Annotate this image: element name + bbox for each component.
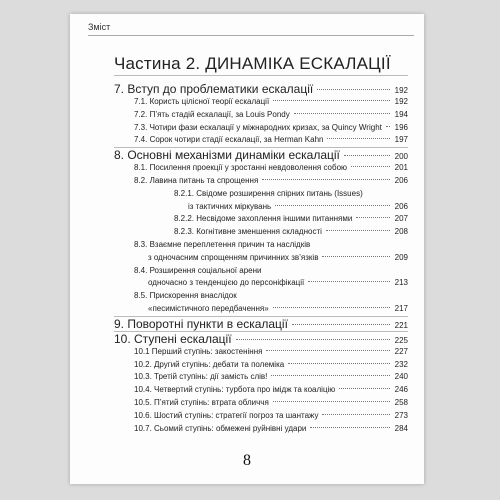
leader-dots xyxy=(317,89,390,90)
toc-entry-section[interactable] xyxy=(134,97,408,106)
toc-entry-page: 209 xyxy=(394,252,408,262)
leader-dots xyxy=(351,166,390,167)
toc-entry-section[interactable] xyxy=(134,411,408,420)
toc-entry-section[interactable] xyxy=(134,163,408,172)
toc-entry-title: одночасно з тенденцією до персоніфікації xyxy=(148,278,305,288)
toc-entry-page: 192 xyxy=(394,86,408,95)
toc-entry-title: 7.2. П’ять стадій ескалації, за Louis Pondy xyxy=(134,109,290,119)
toc-entry-title: 8.2.3. Когнітивне зменшення складності xyxy=(174,227,322,237)
leader-dots xyxy=(344,155,390,156)
leader-dots xyxy=(327,138,390,139)
toc-entry-chapter[interactable] xyxy=(114,148,408,162)
toc-entry-page: 200 xyxy=(394,152,408,162)
toc-entry-title: 10.4. Четвертий ступінь: турбота про імідж та коаліцію xyxy=(134,385,336,395)
toc-entry-title: 7.4. Сорок чотири стадії ескалації, за Herman Kahn xyxy=(134,135,324,145)
toc-entry-title: 10.6. Шостий ступінь: стратегії погроз та шантажу xyxy=(134,410,319,420)
toc-entry-title: 10.1 Перший ступінь: закостеніння xyxy=(134,346,263,356)
toc-entry-page: 227 xyxy=(394,346,408,356)
toc-entry-page: 246 xyxy=(394,385,408,395)
leader-dots xyxy=(271,375,390,376)
toc-entry-page: 240 xyxy=(394,372,408,382)
toc-entry-section[interactable] xyxy=(188,202,408,211)
header-rule xyxy=(88,35,414,36)
toc-entry-title: «песимістичного передбачення» xyxy=(148,304,269,313)
toc-entry-section[interactable] xyxy=(134,347,408,356)
toc-entry-title: 9. Поворотні пункти в ескалації xyxy=(114,316,288,331)
toc-entry-section[interactable] xyxy=(134,176,408,185)
toc-entry-section[interactable] xyxy=(134,123,408,132)
leader-dots xyxy=(266,350,390,351)
toc-entry-section[interactable] xyxy=(134,424,408,433)
leader-dots xyxy=(294,113,390,114)
toc-entry-section[interactable] xyxy=(134,385,408,394)
leader-dots xyxy=(262,179,390,180)
toc-entry-page: 194 xyxy=(394,109,408,119)
toc-entry-page: 206 xyxy=(394,176,408,185)
leader-dots xyxy=(386,126,390,127)
toc-entry-title: 7.1. Користь цілісної теорії ескалації xyxy=(134,97,270,106)
toc-entry-page: 197 xyxy=(394,135,408,145)
toc-entry-title: 10.2. Другий ступінь: дебати та полеміка xyxy=(134,359,285,369)
leader-dots xyxy=(273,307,390,308)
toc-entry-page: 201 xyxy=(394,163,408,173)
leader-dots xyxy=(322,256,390,257)
leader-dots xyxy=(310,427,390,428)
toc-entry-chapter[interactable] xyxy=(114,317,408,331)
leader-dots xyxy=(236,339,390,340)
toc-entry-title: 10.7. Сьомий ступінь: обмежені руйнівні удари xyxy=(134,423,307,433)
leader-dots xyxy=(326,230,390,231)
toc-entry-chapter[interactable] xyxy=(114,332,408,346)
toc-entry-page: 258 xyxy=(394,398,408,407)
leader-dots xyxy=(292,324,390,325)
toc-entry-chapter[interactable] xyxy=(114,82,408,96)
toc-entry-title: 7.3. Чотири фази ескалації у міжнародних кризах, за Quincy Wright xyxy=(134,122,382,132)
leader-dots xyxy=(339,388,390,389)
toc-entry-title: 10.5. П’ятий ступінь: втрата обличчя xyxy=(134,398,269,407)
page-number: 8 xyxy=(243,452,251,469)
toc-entry-section[interactable] xyxy=(134,372,408,381)
toc-entry-section[interactable]: 8.5. Прискорення внаслідок xyxy=(134,291,237,301)
toc-entry-section[interactable]: 8.4. Розширення соціальної арени xyxy=(134,265,262,275)
toc-entry-section[interactable] xyxy=(148,278,408,287)
leader-dots xyxy=(356,217,390,218)
toc-entry-page: 284 xyxy=(394,423,408,433)
toc-entry-section[interactable] xyxy=(134,360,408,369)
toc-entry-section[interactable] xyxy=(174,214,408,223)
toc-entry-page: 221 xyxy=(394,320,408,330)
toc-entry-section[interactable] xyxy=(174,227,408,236)
toc-entry-title: 8.2. Лавина питань та спрощення xyxy=(134,176,259,185)
toc-entry-title: 8. Основні механізми динаміки ескалації xyxy=(114,148,340,163)
toc-entry-page: 208 xyxy=(394,227,408,237)
part-title-rule xyxy=(114,75,408,76)
running-header: Зміст xyxy=(88,22,111,32)
toc-entry-section[interactable]: 8.2.1. Свідоме розширення спірних питань (Issues) xyxy=(174,188,363,198)
leader-dots xyxy=(275,205,390,206)
leader-dots xyxy=(322,414,390,415)
toc-entry-section[interactable]: 8.3. Взаємне переплетення причин та наслідків xyxy=(134,240,311,249)
toc-entry-title: 8.2.2. Несвідоме захоплення іншими питаннями xyxy=(174,214,353,224)
book-page xyxy=(70,14,424,484)
leader-dots xyxy=(308,281,390,282)
toc-entry-section[interactable] xyxy=(148,304,408,313)
toc-entry-title: із тактичних міркувань xyxy=(188,201,272,211)
toc-entry-page: 207 xyxy=(394,214,408,224)
leader-dots xyxy=(288,363,390,364)
toc-entry-page: 217 xyxy=(394,304,408,313)
part-title: Частина 2. ДИНАМІКА ЕСКАЛАЦІЇ xyxy=(114,54,391,73)
toc-entry-title: 8.1. Посилення проекції у зростанні невдоволення собою xyxy=(134,163,348,173)
toc-entry-page: 206 xyxy=(394,201,408,211)
toc-entry-section[interactable] xyxy=(134,398,408,407)
leader-dots xyxy=(273,100,390,101)
toc-entry-title: 10. Ступені ескалації xyxy=(114,331,232,346)
toc-entry-page: 273 xyxy=(394,410,408,420)
toc-entry-title: 7. Вступ до проблематики ескалації xyxy=(114,82,314,96)
toc-entry-page: 232 xyxy=(394,359,408,369)
toc-entry-title: з одночасним спрощенням причинних зв’язків xyxy=(148,252,319,262)
toc-entry-page: 192 xyxy=(394,97,408,106)
toc-entry-section[interactable] xyxy=(134,110,408,119)
toc-entry-section[interactable] xyxy=(134,135,408,144)
toc-entry-page: 225 xyxy=(394,335,408,345)
toc-entry-page: 213 xyxy=(394,278,408,288)
toc-entry-title: 10.3. Третій ступінь: дії замість слів! xyxy=(134,372,268,382)
leader-dots xyxy=(273,401,390,402)
toc-entry-page: 196 xyxy=(394,122,408,132)
toc-entry-section[interactable] xyxy=(148,253,408,262)
